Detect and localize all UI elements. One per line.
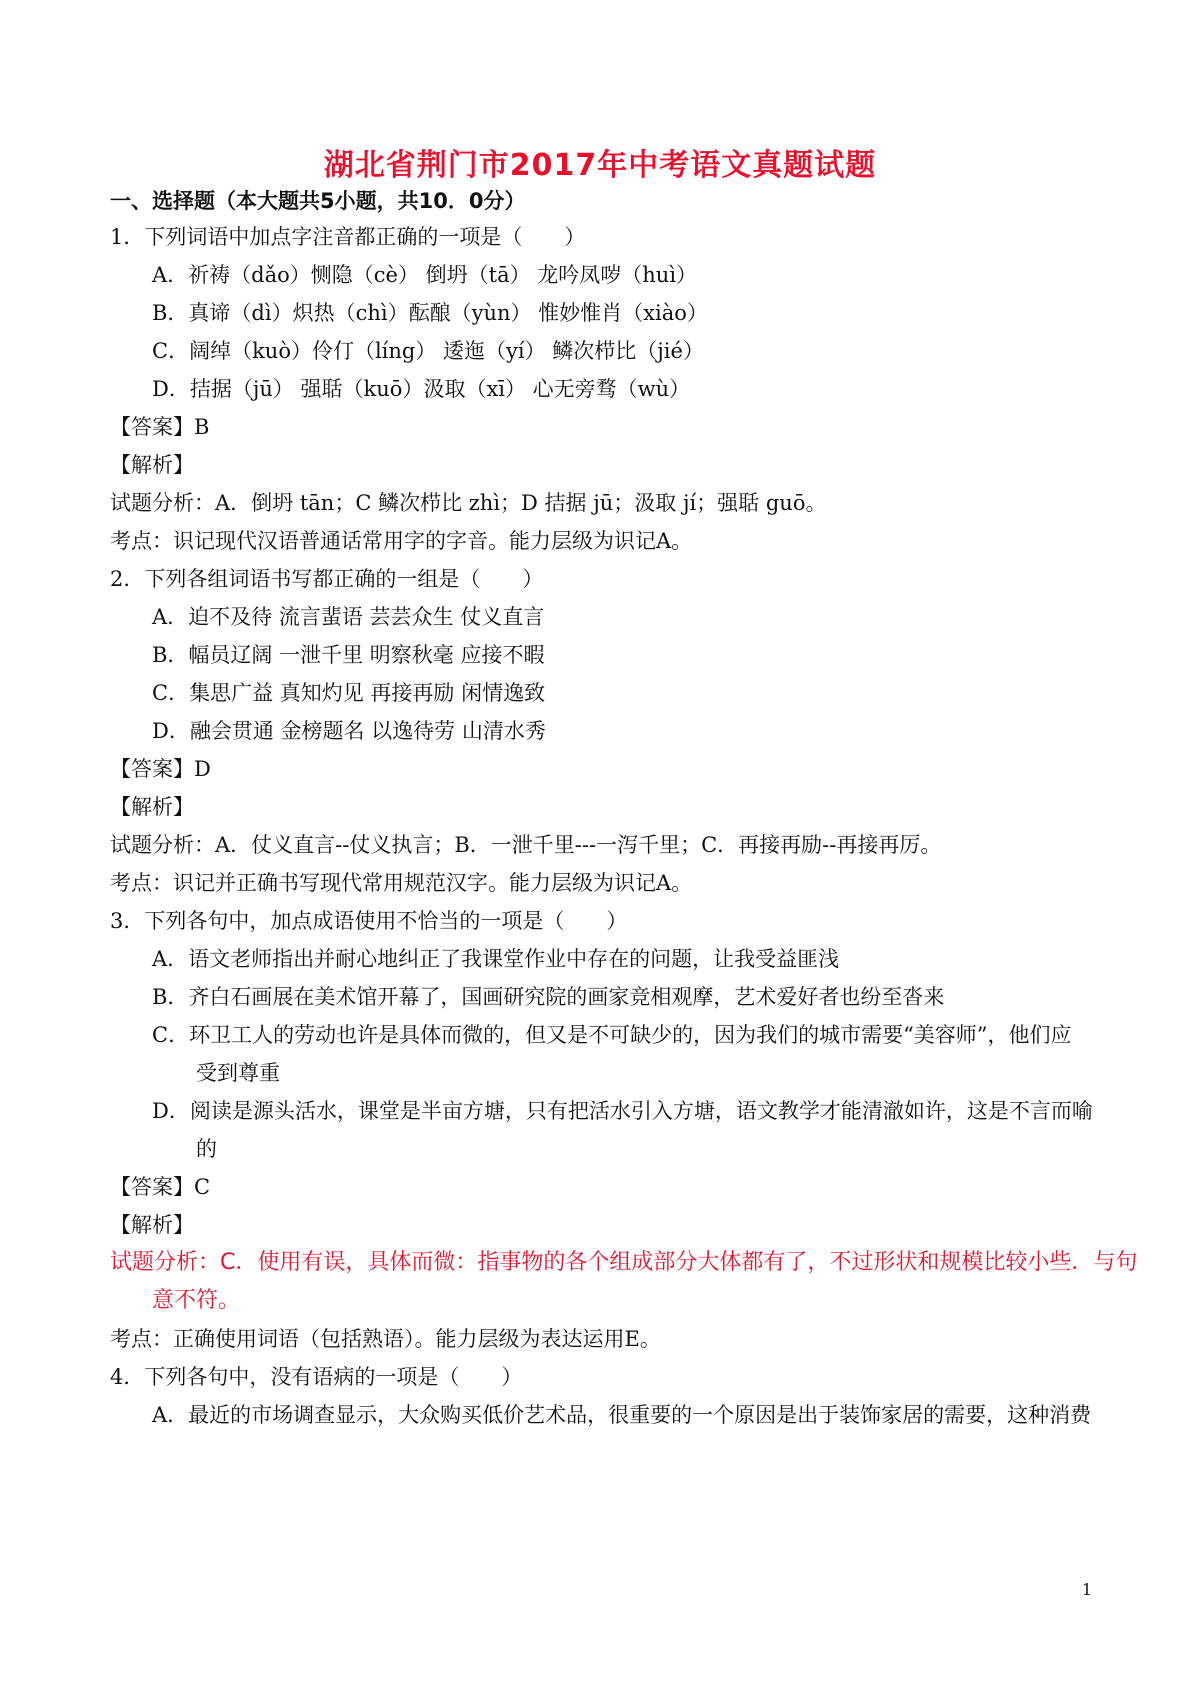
page-number: 1 (1081, 1580, 1092, 1599)
question-3-option-c-continued: 受到尊重 (196, 1061, 280, 1085)
page-title: 湖北省荆门市2017年中考语文真题试题 (323, 148, 877, 183)
question-3-analysis-continued: 意不符。 (152, 1288, 241, 1313)
question-3-analysis-label: 【解析】 (110, 1213, 194, 1237)
question-2-stem: 2．下列各组词语书写都正确的一组是（ ） (110, 567, 544, 591)
question-1-stem: 1．下列词语中加点字注音都正确的一项是（ ） (110, 225, 586, 249)
question-3-option-a: A．语文老师指出并耐心地纠正了我课堂作业中存在的问题，让我受益匪浅 (152, 947, 840, 971)
question-1-analysis: 试题分析：A．倒坍 tān；C 鳞次栉比 zhì；D 拮据 jū；汲取 jí；强聒 guō。 (110, 491, 827, 515)
question-2-point: 考点：识记并正确书写现代常用规范汉字。能力层级为识记A。 (110, 871, 693, 895)
section-heading: 一、选择题（本大题共5小题，共10．0分） (110, 189, 526, 213)
question-1-option-a: A．祈祷（dǎo）恻隐（cè） 倒坍（tā） 龙吟凤哕（huì） (152, 263, 698, 287)
question-3-option-c: C．环卫工人的劳动也许是具体而微的，但又是不可缺少的，因为我们的城市需要“美容师”，他们应 (152, 1023, 1072, 1047)
question-3-point: 考点：正确使用词语（包括熟语）。能力层级为表达运用E。 (110, 1327, 661, 1351)
question-3-answer: 【答案】C (110, 1175, 211, 1199)
question-2-option-c: C．集思广益 真知灼见 再接再励 闲情逸致 (152, 681, 546, 705)
question-3-option-d: D．阅读是源头活水，课堂是半亩方塘，只有把活水引入方塘，语文教学才能清澈如许，这是不言而喻 (152, 1099, 1093, 1123)
question-1-option-b: B．真谛（dì）炽热（chì）酝酿（yùn） 惟妙惟肖（xiào） (152, 301, 708, 325)
question-3-stem: 3．下列各句中，加点成语使用不恰当的一项是（ ） (110, 909, 628, 933)
question-1-point: 考点：识记现代汉语普通话常用字的字音。能力层级为识记A。 (110, 529, 693, 553)
question-1-answer: 【答案】B (110, 415, 210, 439)
question-3-option-b: B．齐白石画展在美术馆开幕了，国画研究院的画家竞相观摩，艺术爱好者也纷至沓来 (152, 985, 945, 1009)
question-2-analysis-label: 【解析】 (110, 795, 194, 819)
question-4-stem: 4．下列各句中，没有语病的一项是（ ） (110, 1365, 523, 1389)
question-3-option-d-continued: 的 (196, 1137, 217, 1161)
question-2-answer: 【答案】D (110, 757, 211, 781)
question-2-option-b: B．幅员辽阔 一泄千里 明察秋毫 应接不暇 (152, 643, 545, 667)
question-4-option-a: A．最近的市场调查显示，大众购买低价艺术品，很重要的一个原因是出于装饰家居的需要，这种消费 (152, 1403, 1092, 1427)
question-2-option-a: A．迫不及待 流言蜚语 芸芸众生 仗义直言 (152, 605, 545, 629)
question-2-option-d: D．融会贯通 金榜题名 以逸待劳 山清水秀 (152, 719, 546, 743)
question-3-analysis: 试题分析：C．使用有误，具体而微：指事物的各个组成部分大体都有了，不过形状和规模比较小些．与句 (110, 1250, 1138, 1275)
question-1-option-c: C．阔绰（kuò）伶仃（líng） 逶迤（yí） 鳞次栉比（jié） (152, 339, 704, 363)
question-1-option-d: D．拮据（jū） 强聒（kuō）汲取（xī） 心无旁骛（wù） (152, 377, 691, 401)
question-2-analysis: 试题分析：A．仗义直言--仗义执言；B．一泄千里---一泻千里；C．再接再励--再接再厉。 (110, 833, 942, 857)
question-1-analysis-label: 【解析】 (110, 453, 194, 477)
